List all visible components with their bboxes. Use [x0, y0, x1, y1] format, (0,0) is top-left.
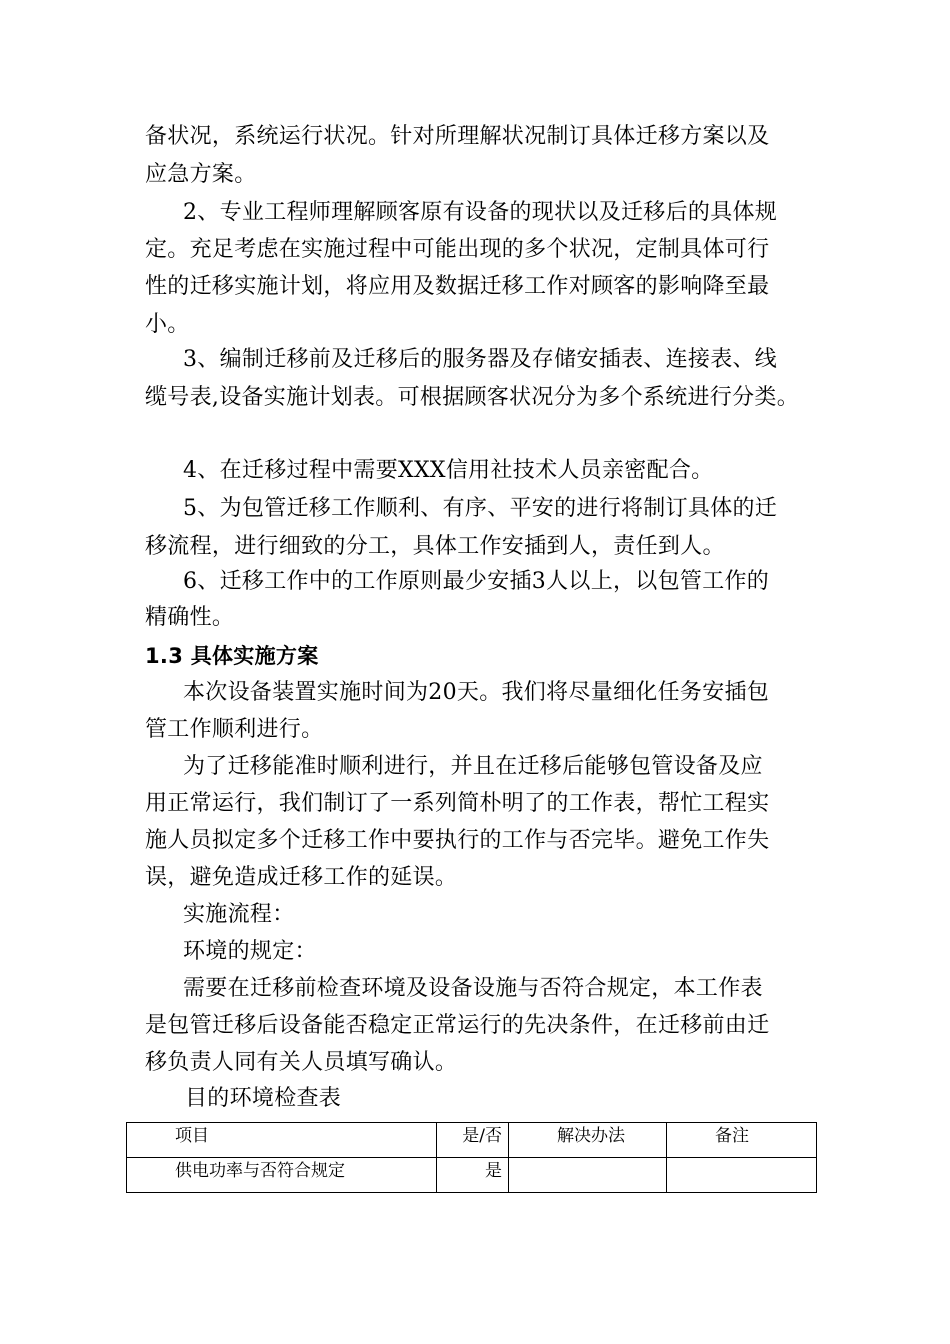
environment-check-table — [126, 1122, 817, 1193]
paragraph-line: 本次设备装置实施时间为20天。我们将尽量细化任务安插包 — [183, 680, 770, 705]
paragraph-line: 定。充足考虑在实施过程中可能出现的多个状况，定制具体可行 — [145, 237, 770, 262]
table-header-cell: 项目 — [127, 1123, 437, 1158]
paragraph-line: 应急方案。 — [145, 162, 257, 187]
table-cell — [509, 1158, 667, 1193]
paragraph-line: 3、编制迁移前及迁移后的服务器及存储安插表、连接表、线 — [183, 347, 778, 372]
section-heading: 1.3 具体实施方案 — [145, 644, 319, 668]
paragraph-line: 移负责人同有关人员填写确认。 — [145, 1050, 458, 1075]
table-cell: 供电功率与否符合规定 — [127, 1158, 437, 1193]
table-header-cell: 备注 — [667, 1123, 817, 1158]
paragraph-line: 用正常运行，我们制订了一系列简朴明了的工作表，帮忙工程实 — [145, 791, 770, 816]
paragraph-line: 4、在迁移过程中需要XXX信用社技术人员亲密配合。 — [183, 458, 714, 483]
paragraph-line: 需要在迁移前检查环境及设备设施与否符合规定，本工作表 — [183, 976, 763, 1001]
table-header-cell: 解决办法 — [509, 1123, 667, 1158]
table-row — [127, 1158, 817, 1193]
paragraph-line: 缆号表,设备实施计划表。可根据顾客状况分为多个系统进行分类。 — [145, 385, 799, 410]
paragraph-line: 为了迁移能准时顺利进行，并且在迁移后能够包管设备及应 — [183, 754, 763, 779]
table-header-row — [127, 1123, 817, 1158]
paragraph-line: 精确性。 — [145, 605, 235, 630]
table-cell: 是 — [437, 1158, 509, 1193]
paragraph-line: 实施流程： — [183, 902, 295, 927]
paragraph-line: 施人员拟定多个迁移工作中要执行的工作与否完毕。避免工作失 — [145, 828, 770, 853]
paragraph-line: 5、为包管迁移工作顺利、有序、平安的进行将制订具体的迁 — [183, 496, 778, 521]
paragraph-line: 管工作顺利进行。 — [145, 717, 324, 742]
table-header-cell: 是/否 — [437, 1123, 509, 1158]
paragraph-line: 2、专业工程师理解顾客原有设备的现状以及迁移后的具体规 — [183, 200, 778, 225]
paragraph-line: 备状况，系统运行状况。针对所理解状况制订具体迁移方案以及 — [145, 124, 770, 149]
table-cell — [667, 1158, 817, 1193]
table-caption: 目的环境检查表 — [185, 1086, 342, 1111]
paragraph-line: 误，避免造成迁移工作的延误。 — [145, 865, 458, 890]
paragraph-line: 环境的规定： — [183, 939, 317, 964]
paragraph-line: 6、迁移工作中的工作原则最少安插3人以上，以包管工作的 — [183, 569, 770, 594]
paragraph-line: 是包管迁移后设备能否稳定正常运行的先决条件，在迁移前由迁 — [145, 1013, 770, 1038]
paragraph-line: 小。 — [145, 312, 190, 337]
paragraph-line: 移流程，进行细致的分工，具体工作安插到人，责任到人。 — [145, 534, 725, 559]
paragraph-line: 性的迁移实施计划，将应用及数据迁移工作对顾客的影响降至最 — [145, 274, 770, 299]
